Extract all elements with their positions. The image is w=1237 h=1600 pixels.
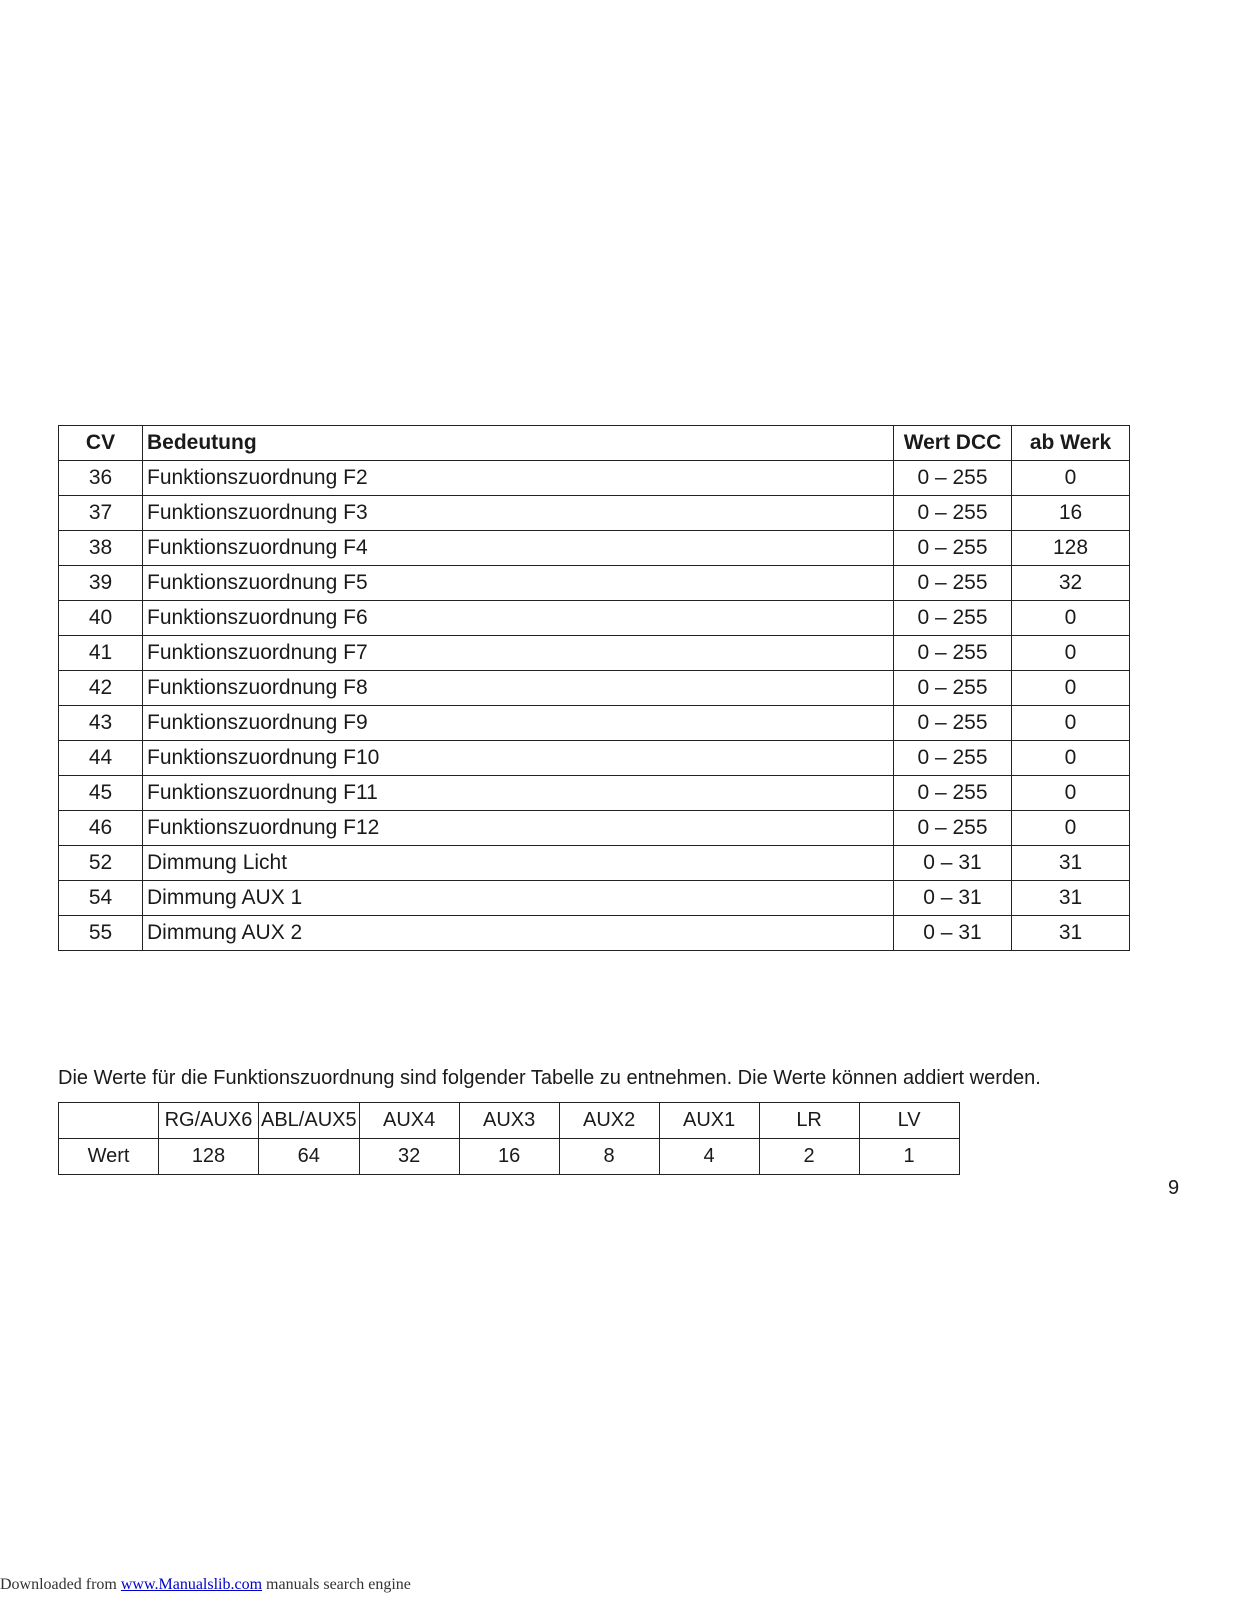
table-row	[59, 741, 1130, 776]
bedeutung-cell: Funktionszuordnung F5	[143, 566, 894, 601]
bedeutung-cell: Funktionszuordnung F6	[143, 601, 894, 636]
function-header-cell: AUX4	[359, 1103, 459, 1139]
ab-werk-cell: 32	[1012, 566, 1130, 601]
footer	[0, 1576, 411, 1594]
function-value-cell: 64	[259, 1139, 360, 1175]
table-row	[59, 671, 1130, 706]
cv-number-cell: 36	[59, 461, 143, 496]
table-row	[59, 636, 1130, 671]
ab-werk-cell: 0	[1012, 671, 1130, 706]
bedeutung-cell: Funktionszuordnung F2	[143, 461, 894, 496]
table-row	[59, 496, 1130, 531]
ab-werk-cell: 31	[1012, 916, 1130, 951]
header-cv: CV	[59, 426, 143, 461]
function-value-cell: 2	[759, 1139, 859, 1175]
cv-number-cell: 37	[59, 496, 143, 531]
function-value-cell: 32	[359, 1139, 459, 1175]
page-number: 9	[1168, 1177, 1180, 1199]
bedeutung-cell: Funktionszuordnung F9	[143, 706, 894, 741]
header-bedeutung: Bedeutung	[143, 426, 894, 461]
wert-dcc-cell: 0 – 255	[894, 496, 1012, 531]
wert-dcc-cell: 0 – 255	[894, 706, 1012, 741]
header-ab-werk: ab Werk	[1012, 426, 1130, 461]
footer-prefix: Downloaded from	[0, 1576, 121, 1593]
ab-werk-cell: 0	[1012, 601, 1130, 636]
cv-number-cell: 45	[59, 776, 143, 811]
function-header-cell: ABL/AUX5	[259, 1103, 360, 1139]
bedeutung-cell: Dimmung AUX 1	[143, 881, 894, 916]
wert-dcc-cell: 0 – 255	[894, 531, 1012, 566]
ab-werk-cell: 0	[1012, 706, 1130, 741]
cv-number-cell: 39	[59, 566, 143, 601]
value-table-value-row	[59, 1139, 960, 1175]
wert-dcc-cell: 0 – 255	[894, 671, 1012, 706]
bedeutung-cell: Funktionszuordnung F8	[143, 671, 894, 706]
wert-dcc-cell: 0 – 31	[894, 916, 1012, 951]
ab-werk-cell: 0	[1012, 636, 1130, 671]
bedeutung-cell: Dimmung Licht	[143, 846, 894, 881]
wert-dcc-cell: 0 – 31	[894, 881, 1012, 916]
bedeutung-cell: Dimmung AUX 2	[143, 916, 894, 951]
header-wert-dcc: Wert DCC	[894, 426, 1012, 461]
bedeutung-cell: Funktionszuordnung F11	[143, 776, 894, 811]
wert-dcc-cell: 0 – 255	[894, 811, 1012, 846]
function-value-table	[58, 1102, 960, 1175]
cv-number-cell: 55	[59, 916, 143, 951]
bedeutung-cell: Funktionszuordnung F4	[143, 531, 894, 566]
table-row	[59, 811, 1130, 846]
function-header-cell: AUX2	[559, 1103, 659, 1139]
function-header-cell: AUX3	[459, 1103, 559, 1139]
table-row	[59, 461, 1130, 496]
corner-cell	[59, 1103, 159, 1139]
bedeutung-cell: Funktionszuordnung F3	[143, 496, 894, 531]
table-row	[59, 846, 1130, 881]
cv-number-cell: 38	[59, 531, 143, 566]
table-row	[59, 601, 1130, 636]
ab-werk-cell: 16	[1012, 496, 1130, 531]
wert-dcc-cell: 0 – 255	[894, 776, 1012, 811]
wert-dcc-cell: 0 – 255	[894, 601, 1012, 636]
intro-text: Die Werte für die Funktionszuordnung sind folgender Tabelle zu entnehmen. Die Werte können addiert werden.	[58, 1067, 1041, 1089]
table-row	[59, 916, 1130, 951]
function-value-cell: 16	[459, 1139, 559, 1175]
wert-dcc-cell: 0 – 255	[894, 741, 1012, 776]
cv-number-cell: 43	[59, 706, 143, 741]
wert-dcc-cell: 0 – 255	[894, 636, 1012, 671]
cv-number-cell: 42	[59, 671, 143, 706]
bedeutung-cell: Funktionszuordnung F10	[143, 741, 894, 776]
table-row	[59, 706, 1130, 741]
ab-werk-cell: 0	[1012, 811, 1130, 846]
table-row	[59, 881, 1130, 916]
value-table-header-row	[59, 1103, 960, 1139]
ab-werk-cell: 128	[1012, 531, 1130, 566]
function-value-cell: 4	[659, 1139, 759, 1175]
cv-number-cell: 40	[59, 601, 143, 636]
ab-werk-cell: 31	[1012, 846, 1130, 881]
wert-dcc-cell: 0 – 31	[894, 846, 1012, 881]
table-row	[59, 531, 1130, 566]
footer-suffix: manuals search engine	[262, 1576, 411, 1593]
function-value-cell: 128	[159, 1139, 259, 1175]
row-label-wert: Wert	[59, 1139, 159, 1175]
ab-werk-cell: 0	[1012, 741, 1130, 776]
ab-werk-cell: 0	[1012, 461, 1130, 496]
function-header-cell: LR	[759, 1103, 859, 1139]
wert-dcc-cell: 0 – 255	[894, 566, 1012, 601]
cv-number-cell: 52	[59, 846, 143, 881]
ab-werk-cell: 31	[1012, 881, 1130, 916]
cv-number-cell: 54	[59, 881, 143, 916]
function-header-cell: LV	[859, 1103, 959, 1139]
bedeutung-cell: Funktionszuordnung F12	[143, 811, 894, 846]
table-row	[59, 566, 1130, 601]
cv-table	[58, 425, 1130, 951]
wert-dcc-cell: 0 – 255	[894, 461, 1012, 496]
cv-number-cell: 46	[59, 811, 143, 846]
function-header-cell: AUX1	[659, 1103, 759, 1139]
cv-number-cell: 44	[59, 741, 143, 776]
manualslib-link[interactable]: www.Manualslib.com	[120, 1576, 263, 1593]
ab-werk-cell: 0	[1012, 776, 1130, 811]
cv-table-header-row	[59, 426, 1130, 461]
cv-number-cell: 41	[59, 636, 143, 671]
table-row	[59, 776, 1130, 811]
function-value-cell: 1	[859, 1139, 959, 1175]
function-header-cell: RG/AUX6	[159, 1103, 259, 1139]
function-value-cell: 8	[559, 1139, 659, 1175]
bedeutung-cell: Funktionszuordnung F7	[143, 636, 894, 671]
